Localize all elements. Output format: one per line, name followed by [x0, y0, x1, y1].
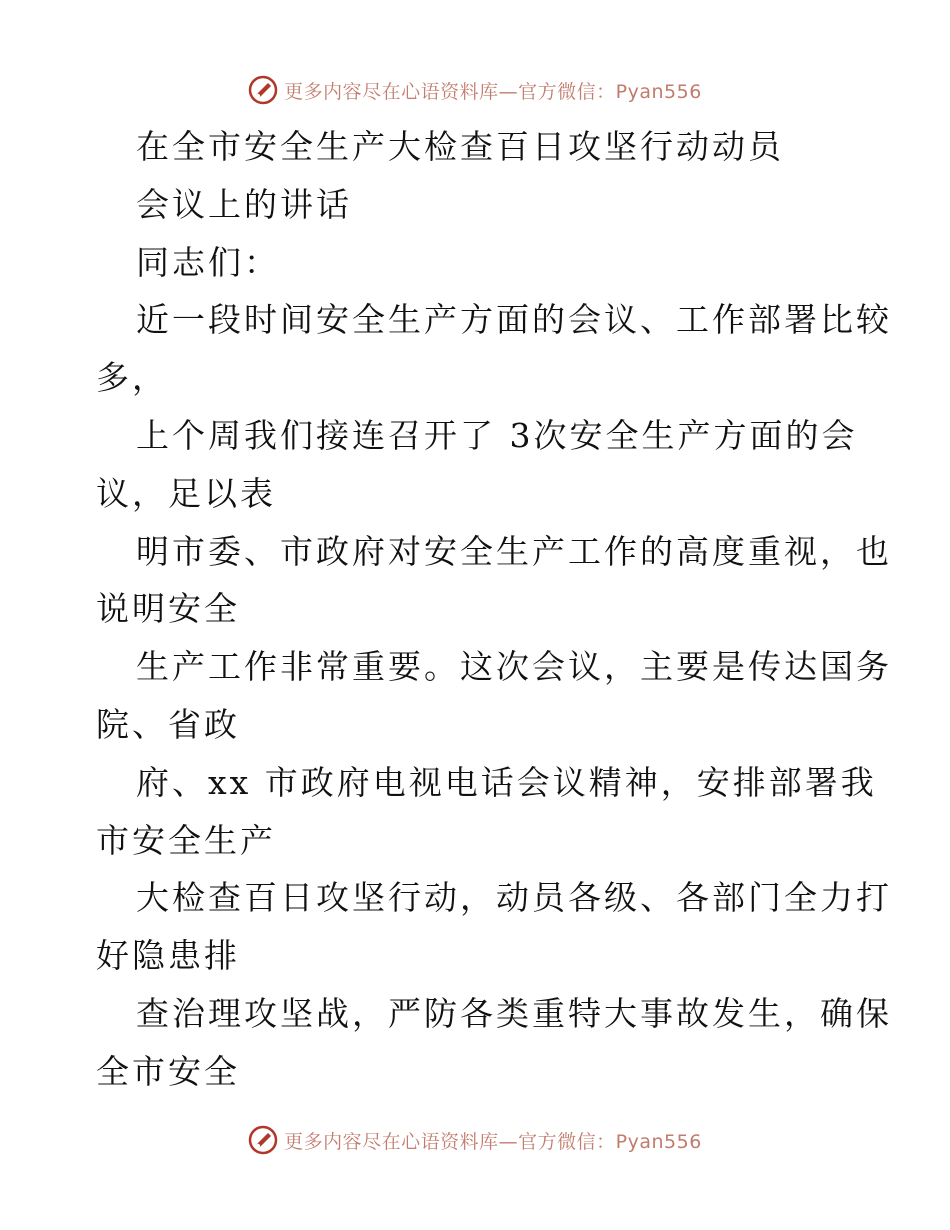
body-line: 议，足以表	[96, 473, 276, 513]
footer-watermark-text: 更多内容尽在心语资料库—官方微信：Pyan556	[284, 1130, 702, 1153]
body-line: 查治理攻坚战，严防各类重特大事故发生，确保	[136, 993, 892, 1033]
body-line: 上个周我们接连召开了 3次安全生产方面的会	[136, 415, 858, 455]
body-line: 明市委、市政府对安全生产工作的高度重视，也	[136, 531, 892, 571]
header-watermark	[0, 68, 950, 112]
body-line: 市安全生产	[96, 820, 276, 860]
body-line: 说明安全	[96, 589, 240, 629]
document-title-line-2: 会议上的讲话	[136, 184, 352, 224]
body-line: 近一段时间安全生产方面的会议、工作部署比较	[136, 300, 892, 340]
body-line: 好隐患排	[96, 936, 240, 976]
salutation: 同志们：	[136, 242, 280, 282]
body-line: 生产工作非常重要。这次会议，主要是传达国务	[136, 647, 892, 687]
header-watermark-text: 更多内容尽在心语资料库—官方微信：Pyan556	[284, 80, 702, 103]
body-line: 院、省政	[96, 704, 240, 744]
brand-logo-icon	[248, 1125, 278, 1155]
document-body	[96, 118, 892, 1101]
brand-logo-icon	[248, 75, 278, 105]
body-line: 多，	[96, 358, 168, 398]
footer-watermark	[0, 1118, 950, 1162]
document-title-line-1: 在全市安全生产大检查百日攻坚行动动员	[136, 127, 784, 166]
body-line: 大检查百日攻坚行动，动员各级、各部门全力打	[136, 878, 892, 918]
body-line: 全市安全	[96, 1051, 240, 1091]
body-line: 府、xx 市政府电视电话会议精神，安排部署我	[136, 762, 877, 802]
